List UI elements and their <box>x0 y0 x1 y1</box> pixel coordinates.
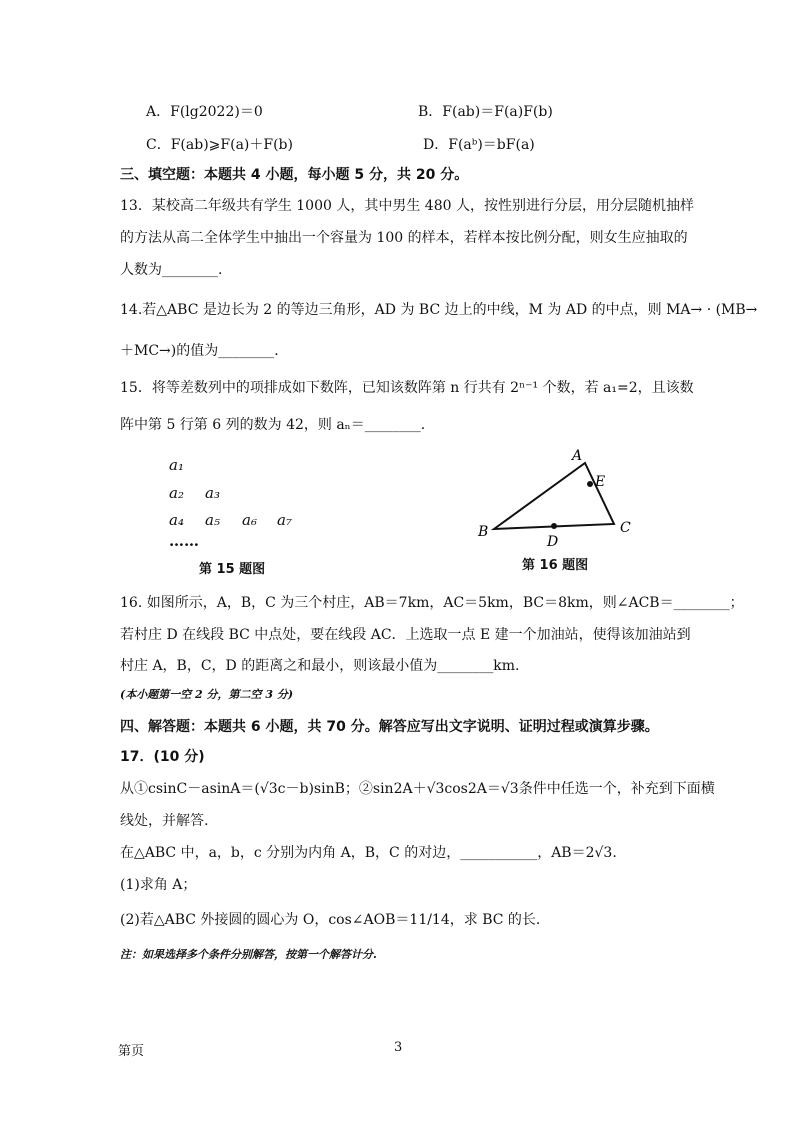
option-d: D．F(aᵇ)＝bF(a) <box>423 137 535 153</box>
label-e: E <box>595 474 606 490</box>
seq-a2: a₂ <box>169 484 184 502</box>
seq-a1: a₁ <box>169 456 184 474</box>
q17-part-1: (1)求角 A； <box>120 877 197 893</box>
q15-line-2: 阵中第 5 行第 6 列的数为 42，则 aₙ＝________. <box>120 417 426 433</box>
q15-line-1: 15．将等差数列中的项排成如下数阵，已知该数阵第 n 行共有 2ⁿ⁻¹ 个数，若 a₁=2，且该数 <box>120 380 694 396</box>
q17-title: 17．(10 分) <box>120 749 205 765</box>
q13-line-3: 人数为________. <box>120 262 223 278</box>
q16-scoring-note: (本小题第一空 2 分，第二空 3 分) <box>120 688 294 701</box>
q17-line-2: 线处，并解答. <box>120 813 209 829</box>
figure-15-caption: 第 15 题图 <box>199 562 266 577</box>
option-a: A．F(lg2022)＝0 <box>146 104 263 120</box>
q17-line-3: 在△ABC 中，a，b，c 分别为内角 A，B，C 的对边，___________，AB＝2√3. <box>120 845 617 861</box>
seq-a5: a₅ <box>205 511 220 529</box>
footer-left: 第页 <box>118 1044 145 1059</box>
seq-a4: a₄ <box>169 511 184 529</box>
triangle-abc <box>494 463 614 529</box>
seq-a6: a₆ <box>242 511 257 529</box>
option-c: C．F(ab)⩾F(a)＋F(b) <box>146 137 293 153</box>
q14-line-2: ＋MC→)的值为________. <box>120 343 279 359</box>
option-b: B．F(ab)＝F(a)F(b) <box>418 104 553 120</box>
label-b: B <box>478 524 489 540</box>
label-a: A <box>572 448 583 464</box>
q16-line-1: 16. 如图所示，A，B，C 为三个村庄，AB＝7km，AC＝5km，BC＝8km，则∠ACB＝________； <box>120 595 744 611</box>
q16-line-2: 若村庄 D 在线段 BC 中点处，要在线段 AC．上选取一点 E 建一个加油站，使得该加油站到 <box>120 627 691 643</box>
section-4-heading: 四、解答题：本题共 6 小题，共 70 分。解答应写出文字说明、证明过程或演算步骤。 <box>120 719 659 735</box>
seq-a3: a₃ <box>205 484 220 502</box>
point-e <box>587 481 593 487</box>
q13-line-1: 13．某校高二年级共有学生 1000 人，其中男生 480 人，按性别进行分层，用分层随机抽样 <box>120 198 694 214</box>
label-c: C <box>620 520 631 536</box>
point-d <box>551 523 557 529</box>
q17-note: 注：如果选择多个条件分别解答，按第一个解答计分. <box>120 948 377 961</box>
label-d: D <box>547 534 559 550</box>
figure-16-caption: 第 16 题图 <box>522 558 589 573</box>
section-3-heading: 三、填空题：本题共 4 小题，每小题 5 分，共 20 分。 <box>120 167 469 183</box>
q16-line-3: 村庄 A，B，C，D 的距离之和最小，则该最小值为________km. <box>120 658 520 674</box>
seq-dots: …… <box>169 532 199 550</box>
q14-line-1: 14.若△ABC 是边长为 2 的等边三角形，AD 为 BC 边上的中线，M 为 AD 的中点，则 MA→ · (MB→ <box>120 302 758 318</box>
page-number: 3 <box>394 1040 403 1055</box>
q17-line-1: 从①csinC－asinA＝(√3c－b)sinB；②sin2A＋√3cos2A＝√3条件中任选一个，补充到下面横 <box>120 781 715 797</box>
q13-line-2: 的方法从高二全体学生中抽出一个容量为 100 的样本，若样本按比例分配，则女生应抽取的 <box>120 230 688 246</box>
q17-part-2: (2)若△ABC 外接圆的圆心为 O，cos∠AOB＝11/14，求 BC 的长. <box>120 912 541 928</box>
seq-a7: a₇ <box>277 511 292 529</box>
